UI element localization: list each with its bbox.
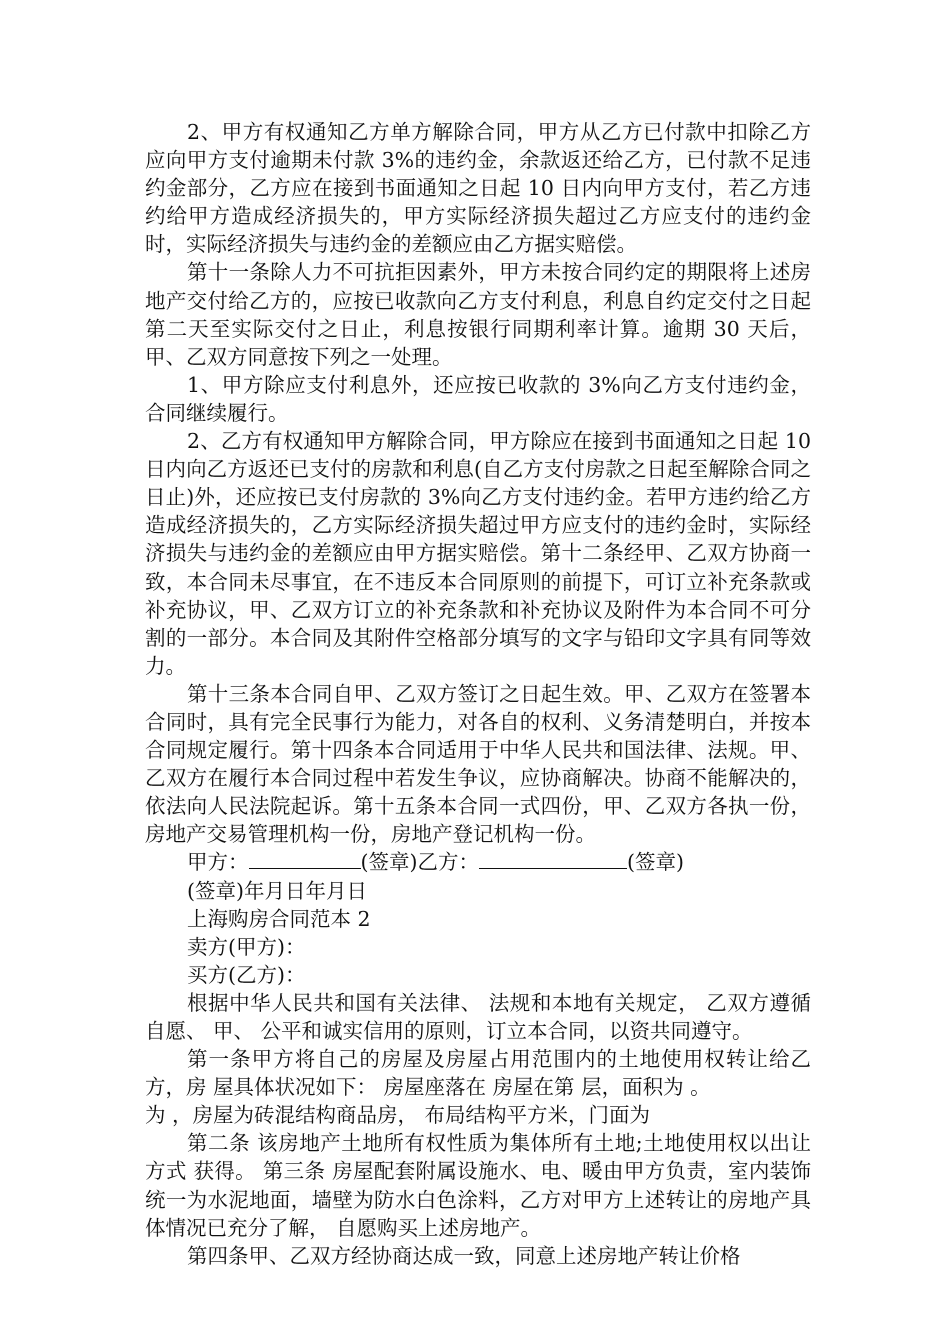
seal-label-2: (签章)	[627, 850, 684, 875]
paragraph-preamble: 根据中华人民共和国有关法律、 法规和本地有关规定， 乙双方遵循自愿、 甲、 公平和诚实信用的原则，订立本合同，以资共同遵守。	[145, 990, 811, 1043]
paragraph-clause-13: 第十三条本合同自甲、乙双方签订之日起生效。甲、乙双方在签署本合同时，具有完全民事行为能力，对各自的权利、义务清楚明白，并按本合同规定履行。第十四条本合同适用于中华人民共和国法律、法规。甲、乙双方在履行本合同过程中若发生争议，应协商解决。协商不能解决的，依法向人民法院起诉。第十五条本合同一式四份，甲、乙双方各执一份，房地产交易管理机构一份，房地产登记机构一份。	[145, 681, 811, 847]
seller-line: 卖方(甲方)：	[187, 934, 306, 959]
paragraph-clause-11: 第十一条除人力不可抗拒因素外，甲方未按合同约定的期限将上述房地产交付给乙方的，应按已收款向乙方支付利息，利息自约定交付之日起第二天至实际交付之日止，利息按银行同期利率计算。逾期 30 天后，甲、乙双方同意按下列之一处理。	[145, 260, 811, 369]
seal-label-1: (签章)乙方：	[360, 850, 479, 875]
buyer-line: 买方(乙方)：	[187, 962, 306, 987]
contract-title-2: 上海购房合同范本 2	[187, 906, 371, 931]
document-page	[145, 118, 811, 1270]
signature-date-line: (签章)年月日年月日	[187, 878, 367, 903]
party-b-signature-blank	[479, 848, 627, 869]
paragraph-article-1: 第一条甲方将自己的房屋及房屋占用范围内的土地使用权转让给乙方，房 屋具体状况如下： 房屋座落在 房屋在第 层，面积为 。	[145, 1047, 811, 1100]
paragraph-article-2-3: 第二条 该房地产土地所有权性质为集体所有土地;土地使用权以出让方式 获得。 第三条 房屋配套附属设施水、电、暖由甲方负责，室内装饰统一为水泥地面，墙壁为防水白色涂料，乙方对甲方上述转让的房地产具体情况已充分了解， 自愿购买上述房地产。	[145, 1131, 811, 1240]
paragraph-clause-10-item-2: 2、甲方有权通知乙方单方解除合同，甲方从乙方已付款中扣除乙方应向甲方支付逾期未付款 3%的违约金，余款返还给乙方，已付款不足违约金部分，乙方应在接到书面通知之日起 10 日内向甲方支付，若乙方违约给甲方造成经济损失的，甲方实际经济损失超过乙方应支付的违约金时，实际经济损失与违约金的差额应由乙方据实赔偿。	[145, 120, 811, 257]
party-a-label: 甲方：	[187, 850, 249, 875]
paragraph-clause-11-item-1: 1、甲方除应支付利息外，还应按已收款的 3%向乙方支付违约金，合同继续履行。	[145, 372, 811, 425]
signature-line	[145, 848, 811, 876]
party-a-signature-blank	[249, 848, 361, 869]
paragraph-clause-11-item-2: 2、乙方有权通知甲方解除合同，甲方除应在接到书面通知之日起 10 日内向乙方返还已支付的房款和利息(自乙方支付房款之日起至解除合同之日止)外，还应按已支付房款的 3%向乙方支付违约金。若甲方违约给乙方造成经济损失的，乙方实际经济损失超过甲方应支付的违约金时，实际经济损失与违约金的差额应由甲方据实赔偿。第十二条经甲、乙双方协商一致，本合同未尽事宜，在不违反本合同原则的前提下，可订立补充条款或补充协议，甲、乙双方订立的补充条款和补充协议及附件为本合同不可分割的一部分。本合同及其附件空格部分填写的文字与铅印文字具有同等效力。	[145, 429, 811, 678]
paragraph-article-1-cont: 为 ，房屋为砖混结构商品房， 布局结构平方米，门面为	[145, 1103, 651, 1128]
paragraph-article-4: 第四条甲、乙双方经协商达成一致，同意上述房地产转让价格	[187, 1243, 741, 1268]
